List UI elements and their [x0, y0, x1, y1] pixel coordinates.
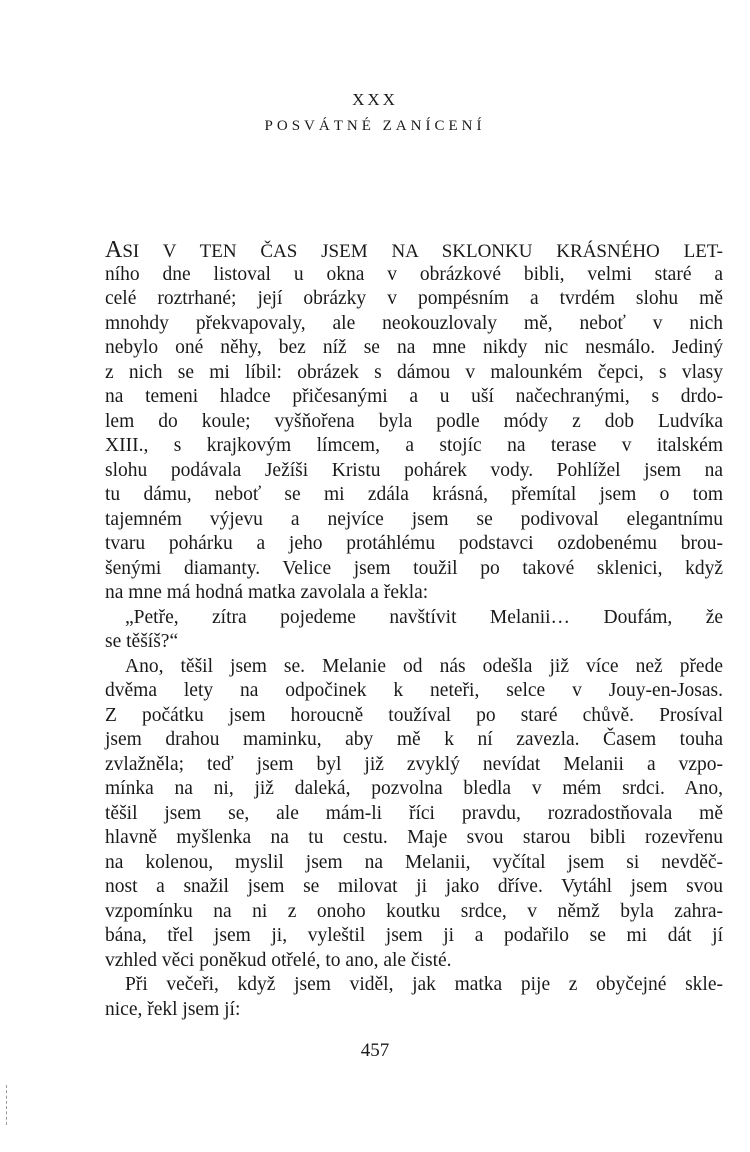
text-line: ního dne listoval u okna v obrázkové bibli, velmi staré a [105, 263, 723, 285]
text-line: nice, řekl jsem jí: [105, 998, 241, 1020]
text-line: vzpomínku na ni z onoho koutku srdce, v němž byla zahra- [105, 900, 723, 922]
text-line: na mne má hodná matka zavolala a řekla: [105, 582, 429, 603]
text-line: Při večeři, když jsem viděl, jak matka pije z obyčejné skle- [125, 974, 723, 995]
drop-cap: A [105, 237, 123, 263]
text-line: mínka na ni, již daleká, pozvolna bledla v mém srdci. Ano, [105, 778, 723, 799]
text-line: těšil jsem se, ale mám-li říci pravdu, rozradostňovala mě [105, 802, 723, 824]
text-line: Z počátku jsem horoucně toužíval po staré chůvě. Prosíval [105, 704, 723, 726]
first-line [105, 238, 723, 263]
scan-edge-mark [6, 1085, 8, 1125]
text-line: „Petře, zítra pojedeme navštívit Melanii… Doufám, že [125, 606, 723, 628]
text-line: na kolenou, myslil jsem na Melanii, vyčítal jsem si nevděč- [105, 851, 723, 873]
text-line: hlavně myšlenka na tu cestu. Maje svou starou bibli rozevřenu [105, 827, 723, 848]
text-line: se těšíš?“ [105, 631, 179, 652]
text-line: XIII., s krajkovým límcem, a stojíc na terase v italském [105, 435, 723, 456]
text-line: jsem drahou maminku, aby mě k ní zavezla. Časem touha [105, 729, 723, 750]
text-line: tajemném výjevu a nejvíce jsem se podivoval elegantnímu [105, 508, 723, 530]
text-line: Ano, těšil jsem se. Melanie od nás odešla již více než přede [125, 655, 723, 677]
first-line-text: SI V TEN ČAS JSEM NA SKLONKU KRÁSNÉHO LET- [122, 241, 723, 262]
text-line: lem do koule; vyšňořena byla podle módy z dob Ludvíka [105, 410, 723, 432]
text-line: bána, třel jsem ji, vyleštil jsem ji a podařilo se mi dát jí [105, 925, 723, 946]
text-line: mnohdy překvapovaly, ale neokouzlovaly mě, neboť v nich [105, 312, 723, 334]
text-line: tvaru pohárku a jeho protáhlému podstavci ozdobenému brou- [105, 533, 723, 554]
text-line: celé roztrhané; její obrázky v pompésním a tvrdém slohu mě [105, 288, 723, 309]
text-line: nost a snažil jsem se milovat ji jako dříve. Vytáhl jsem svou [105, 876, 723, 897]
text-line: tu dámu, neboť se mi zdála krásná, přemítal jsem o tom [105, 484, 723, 505]
chapter-number: XXX [352, 90, 398, 109]
text-line: z nich se mi líbil: obrázek s dámou v malounkém čepci, s vlasy [105, 361, 723, 383]
text-line: zvlažněla; teď jsem byl již zvyklý nevídat Melanii a vzpo- [105, 753, 723, 775]
body-text [105, 238, 723, 1022]
text-line: vzhled věci poněkud otřelé, to ano, ale čisté. [105, 949, 452, 971]
text-line: dvěma lety na odpočinek k neteři, selce v Jouy-en-Josas. [105, 680, 723, 701]
text-line: nebylo oné něhy, bez níž se na mne nikdy nic nesmálo. Jediný [105, 337, 723, 358]
chapter-title: POSVÁTNÉ ZANÍCENÍ [264, 118, 486, 134]
text-line: na temeni hladce přičesanými a u uší načechranými, s drdo- [105, 386, 723, 407]
text-line: slohu podávala Ježíši Kristu pohárek vody. Pohlížel jsem na [105, 459, 723, 481]
text-line: šenými diamanty. Velice jsem toužil po takové sklenici, když [105, 557, 723, 579]
page-number: 457 [360, 1040, 390, 1061]
